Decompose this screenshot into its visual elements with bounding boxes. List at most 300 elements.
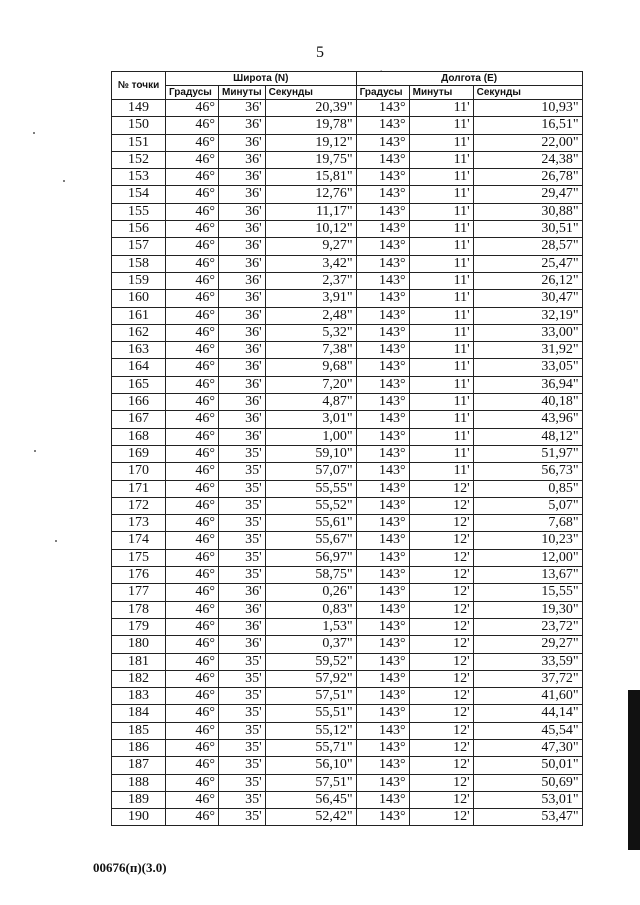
lon-degrees-cell: 143° xyxy=(356,255,409,272)
point-number-cell: 168 xyxy=(112,428,166,445)
lon-minutes-cell: 11' xyxy=(409,255,473,272)
table-body xyxy=(112,100,583,826)
lat-minutes-cell: 36' xyxy=(219,601,266,618)
lon-minutes-cell: 12' xyxy=(409,739,473,756)
lat-seconds-cell: 2,48" xyxy=(265,307,356,324)
point-number-cell: 166 xyxy=(112,394,166,411)
table-row xyxy=(112,463,583,480)
lat-degrees-cell: 46° xyxy=(166,238,219,255)
table-row xyxy=(112,359,583,376)
lat-degrees-cell: 46° xyxy=(166,688,219,705)
table-row xyxy=(112,653,583,670)
lat-seconds-cell: 55,12" xyxy=(265,722,356,739)
table-row xyxy=(112,515,583,532)
lat-minutes-cell: 36' xyxy=(219,186,266,203)
lat-seconds-cell: 55,61" xyxy=(265,515,356,532)
lon-seconds-cell: 26,12" xyxy=(473,272,582,289)
lon-seconds-cell: 29,27" xyxy=(473,636,582,653)
header-lon-seconds: Секунды xyxy=(473,86,582,100)
lat-seconds-cell: 3,42" xyxy=(265,255,356,272)
point-number-cell: 150 xyxy=(112,117,166,134)
lat-minutes-cell: 35' xyxy=(219,515,266,532)
lon-minutes-cell: 11' xyxy=(409,376,473,393)
lon-seconds-cell: 48,12" xyxy=(473,428,582,445)
lat-minutes-cell: 36' xyxy=(219,134,266,151)
table-row xyxy=(112,203,583,220)
lon-minutes-cell: 11' xyxy=(409,411,473,428)
lat-seconds-cell: 4,87" xyxy=(265,394,356,411)
header-lon-minutes: Минуты xyxy=(409,86,473,100)
lon-seconds-cell: 28,57" xyxy=(473,238,582,255)
point-number-cell: 186 xyxy=(112,739,166,756)
lat-minutes-cell: 35' xyxy=(219,757,266,774)
lon-degrees-cell: 143° xyxy=(356,497,409,514)
lat-minutes-cell: 35' xyxy=(219,809,266,826)
header-latitude: Широта (N) xyxy=(166,72,357,86)
lat-minutes-cell: 36' xyxy=(219,290,266,307)
table-row xyxy=(112,290,583,307)
lat-minutes-cell: 35' xyxy=(219,463,266,480)
table-row xyxy=(112,601,583,618)
table-row xyxy=(112,705,583,722)
lat-degrees-cell: 46° xyxy=(166,618,219,635)
lon-seconds-cell: 23,72" xyxy=(473,618,582,635)
lat-degrees-cell: 46° xyxy=(166,480,219,497)
lon-degrees-cell: 143° xyxy=(356,480,409,497)
table-row xyxy=(112,411,583,428)
lon-minutes-cell: 11' xyxy=(409,445,473,462)
lon-degrees-cell: 143° xyxy=(356,428,409,445)
scan-speck xyxy=(55,540,57,542)
lat-minutes-cell: 35' xyxy=(219,549,266,566)
point-number-cell: 176 xyxy=(112,567,166,584)
coordinates-table xyxy=(111,71,583,826)
lat-degrees-cell: 46° xyxy=(166,359,219,376)
lat-minutes-cell: 36' xyxy=(219,411,266,428)
point-number-cell: 189 xyxy=(112,791,166,808)
lat-degrees-cell: 46° xyxy=(166,169,219,186)
lat-degrees-cell: 46° xyxy=(166,532,219,549)
lat-seconds-cell: 11,17" xyxy=(265,203,356,220)
lon-degrees-cell: 143° xyxy=(356,670,409,687)
table-row xyxy=(112,670,583,687)
table-row xyxy=(112,549,583,566)
lat-seconds-cell: 3,91" xyxy=(265,290,356,307)
lat-seconds-cell: 55,52" xyxy=(265,497,356,514)
point-number-cell: 181 xyxy=(112,653,166,670)
lon-minutes-cell: 12' xyxy=(409,601,473,618)
lat-seconds-cell: 55,71" xyxy=(265,739,356,756)
lon-seconds-cell: 53,47" xyxy=(473,809,582,826)
lat-seconds-cell: 10,12" xyxy=(265,221,356,238)
lon-minutes-cell: 12' xyxy=(409,515,473,532)
point-number-cell: 149 xyxy=(112,100,166,117)
lat-seconds-cell: 20,39" xyxy=(265,100,356,117)
lat-minutes-cell: 36' xyxy=(219,342,266,359)
point-number-cell: 179 xyxy=(112,618,166,635)
table-row xyxy=(112,791,583,808)
lon-seconds-cell: 30,47" xyxy=(473,290,582,307)
lon-degrees-cell: 143° xyxy=(356,705,409,722)
lon-degrees-cell: 143° xyxy=(356,636,409,653)
document-code: 00676(п)(3.0) xyxy=(93,860,167,875)
lon-seconds-cell: 33,05" xyxy=(473,359,582,376)
lat-degrees-cell: 46° xyxy=(166,653,219,670)
lat-degrees-cell: 46° xyxy=(166,670,219,687)
lon-degrees-cell: 143° xyxy=(356,100,409,117)
table-row xyxy=(112,428,583,445)
lon-seconds-cell: 40,18" xyxy=(473,394,582,411)
lat-seconds-cell: 1,53" xyxy=(265,618,356,635)
table-row xyxy=(112,497,583,514)
point-number-cell: 160 xyxy=(112,290,166,307)
lat-seconds-cell: 57,51" xyxy=(265,774,356,791)
lon-minutes-cell: 12' xyxy=(409,688,473,705)
table-row xyxy=(112,567,583,584)
lon-seconds-cell: 32,19" xyxy=(473,307,582,324)
point-number-cell: 183 xyxy=(112,688,166,705)
lat-seconds-cell: 59,52" xyxy=(265,653,356,670)
lon-minutes-cell: 12' xyxy=(409,584,473,601)
point-number-cell: 155 xyxy=(112,203,166,220)
lon-degrees-cell: 143° xyxy=(356,324,409,341)
lon-degrees-cell: 143° xyxy=(356,376,409,393)
lat-minutes-cell: 35' xyxy=(219,532,266,549)
lon-seconds-cell: 26,78" xyxy=(473,169,582,186)
table-row xyxy=(112,376,583,393)
lon-seconds-cell: 22,00" xyxy=(473,134,582,151)
point-number-cell: 172 xyxy=(112,497,166,514)
lat-degrees-cell: 46° xyxy=(166,134,219,151)
lat-seconds-cell: 0,83" xyxy=(265,601,356,618)
lon-seconds-cell: 25,47" xyxy=(473,255,582,272)
lat-seconds-cell: 57,92" xyxy=(265,670,356,687)
lat-seconds-cell: 3,01" xyxy=(265,411,356,428)
lon-minutes-cell: 12' xyxy=(409,791,473,808)
lat-seconds-cell: 0,37" xyxy=(265,636,356,653)
lat-minutes-cell: 36' xyxy=(219,636,266,653)
lon-degrees-cell: 143° xyxy=(356,394,409,411)
lat-degrees-cell: 46° xyxy=(166,376,219,393)
header-point-number: № точки xyxy=(112,72,166,100)
lat-minutes-cell: 36' xyxy=(219,584,266,601)
lon-seconds-cell: 29,47" xyxy=(473,186,582,203)
lat-degrees-cell: 46° xyxy=(166,584,219,601)
page-number: 5 xyxy=(316,44,324,61)
lat-minutes-cell: 36' xyxy=(219,359,266,376)
table-row xyxy=(112,134,583,151)
lat-degrees-cell: 46° xyxy=(166,809,219,826)
lon-degrees-cell: 143° xyxy=(356,601,409,618)
lon-degrees-cell: 143° xyxy=(356,722,409,739)
lat-degrees-cell: 46° xyxy=(166,255,219,272)
lat-minutes-cell: 36' xyxy=(219,428,266,445)
point-number-cell: 173 xyxy=(112,515,166,532)
table-row xyxy=(112,809,583,826)
point-number-cell: 178 xyxy=(112,601,166,618)
scan-speck xyxy=(33,132,35,134)
lat-minutes-cell: 36' xyxy=(219,100,266,117)
lon-degrees-cell: 143° xyxy=(356,203,409,220)
lat-degrees-cell: 46° xyxy=(166,186,219,203)
lat-degrees-cell: 46° xyxy=(166,463,219,480)
lon-seconds-cell: 10,93" xyxy=(473,100,582,117)
point-number-cell: 184 xyxy=(112,705,166,722)
lat-minutes-cell: 36' xyxy=(219,324,266,341)
lat-degrees-cell: 46° xyxy=(166,567,219,584)
lat-seconds-cell: 2,37" xyxy=(265,272,356,289)
lat-minutes-cell: 35' xyxy=(219,739,266,756)
point-number-cell: 185 xyxy=(112,722,166,739)
lon-seconds-cell: 0,85" xyxy=(473,480,582,497)
lat-minutes-cell: 36' xyxy=(219,169,266,186)
lon-degrees-cell: 143° xyxy=(356,739,409,756)
lat-minutes-cell: 36' xyxy=(219,272,266,289)
point-number-cell: 174 xyxy=(112,532,166,549)
lon-seconds-cell: 37,72" xyxy=(473,670,582,687)
lat-minutes-cell: 35' xyxy=(219,445,266,462)
point-number-cell: 164 xyxy=(112,359,166,376)
lat-seconds-cell: 58,75" xyxy=(265,567,356,584)
lon-degrees-cell: 143° xyxy=(356,532,409,549)
lat-minutes-cell: 35' xyxy=(219,791,266,808)
point-number-cell: 165 xyxy=(112,376,166,393)
lon-seconds-cell: 7,68" xyxy=(473,515,582,532)
lon-seconds-cell: 44,14" xyxy=(473,705,582,722)
lat-degrees-cell: 46° xyxy=(166,324,219,341)
lat-minutes-cell: 35' xyxy=(219,688,266,705)
point-number-cell: 152 xyxy=(112,151,166,168)
header-lat-seconds: Секунды xyxy=(265,86,356,100)
scan-edge-bar xyxy=(628,690,640,850)
lat-seconds-cell: 59,10" xyxy=(265,445,356,462)
lon-minutes-cell: 11' xyxy=(409,186,473,203)
lat-seconds-cell: 9,27" xyxy=(265,238,356,255)
lat-minutes-cell: 36' xyxy=(219,221,266,238)
lon-seconds-cell: 47,30" xyxy=(473,739,582,756)
lon-minutes-cell: 11' xyxy=(409,324,473,341)
lat-degrees-cell: 46° xyxy=(166,739,219,756)
table-row xyxy=(112,394,583,411)
lon-minutes-cell: 12' xyxy=(409,722,473,739)
lat-degrees-cell: 46° xyxy=(166,221,219,238)
lon-seconds-cell: 24,38" xyxy=(473,151,582,168)
lat-degrees-cell: 46° xyxy=(166,497,219,514)
lon-seconds-cell: 53,01" xyxy=(473,791,582,808)
lat-minutes-cell: 35' xyxy=(219,567,266,584)
table-row xyxy=(112,584,583,601)
lon-minutes-cell: 11' xyxy=(409,307,473,324)
lon-degrees-cell: 143° xyxy=(356,809,409,826)
lon-seconds-cell: 10,23" xyxy=(473,532,582,549)
point-number-cell: 159 xyxy=(112,272,166,289)
lon-degrees-cell: 143° xyxy=(356,774,409,791)
point-number-cell: 175 xyxy=(112,549,166,566)
point-number-cell: 154 xyxy=(112,186,166,203)
point-number-cell: 151 xyxy=(112,134,166,151)
scan-artifact: ` xyxy=(380,69,383,79)
lon-degrees-cell: 143° xyxy=(356,757,409,774)
lat-degrees-cell: 46° xyxy=(166,636,219,653)
lon-degrees-cell: 143° xyxy=(356,688,409,705)
lon-degrees-cell: 143° xyxy=(356,791,409,808)
scan-speck xyxy=(34,450,36,452)
lat-minutes-cell: 36' xyxy=(219,394,266,411)
lat-degrees-cell: 46° xyxy=(166,774,219,791)
point-number-cell: 158 xyxy=(112,255,166,272)
table-row xyxy=(112,636,583,653)
lat-degrees-cell: 46° xyxy=(166,117,219,134)
lon-degrees-cell: 143° xyxy=(356,272,409,289)
lat-degrees-cell: 46° xyxy=(166,515,219,532)
lon-minutes-cell: 12' xyxy=(409,480,473,497)
lon-seconds-cell: 50,01" xyxy=(473,757,582,774)
lon-seconds-cell: 30,88" xyxy=(473,203,582,220)
point-number-cell: 156 xyxy=(112,221,166,238)
lat-degrees-cell: 46° xyxy=(166,722,219,739)
header-lat-degrees: Градусы xyxy=(166,86,219,100)
lat-minutes-cell: 35' xyxy=(219,722,266,739)
lat-degrees-cell: 46° xyxy=(166,791,219,808)
point-number-cell: 153 xyxy=(112,169,166,186)
point-number-cell: 171 xyxy=(112,480,166,497)
point-number-cell: 182 xyxy=(112,670,166,687)
lon-minutes-cell: 11' xyxy=(409,394,473,411)
table-row xyxy=(112,221,583,238)
lon-degrees-cell: 143° xyxy=(356,515,409,532)
lon-minutes-cell: 11' xyxy=(409,428,473,445)
lon-degrees-cell: 143° xyxy=(356,584,409,601)
lon-degrees-cell: 143° xyxy=(356,342,409,359)
lat-degrees-cell: 46° xyxy=(166,394,219,411)
lon-minutes-cell: 11' xyxy=(409,134,473,151)
header-lon-degrees: Градусы xyxy=(356,86,409,100)
lat-seconds-cell: 15,81" xyxy=(265,169,356,186)
lon-seconds-cell: 33,00" xyxy=(473,324,582,341)
table-row xyxy=(112,324,583,341)
lon-seconds-cell: 36,94" xyxy=(473,376,582,393)
table-row xyxy=(112,774,583,791)
lon-degrees-cell: 143° xyxy=(356,618,409,635)
lon-seconds-cell: 12,00" xyxy=(473,549,582,566)
lon-seconds-cell: 16,51" xyxy=(473,117,582,134)
lon-minutes-cell: 11' xyxy=(409,151,473,168)
lon-minutes-cell: 11' xyxy=(409,100,473,117)
lon-degrees-cell: 143° xyxy=(356,567,409,584)
lat-seconds-cell: 19,78" xyxy=(265,117,356,134)
lat-degrees-cell: 46° xyxy=(166,203,219,220)
table-row xyxy=(112,618,583,635)
lat-minutes-cell: 35' xyxy=(219,653,266,670)
lat-minutes-cell: 36' xyxy=(219,376,266,393)
lon-degrees-cell: 143° xyxy=(356,290,409,307)
table-row xyxy=(112,117,583,134)
lat-seconds-cell: 5,32" xyxy=(265,324,356,341)
lat-seconds-cell: 57,07" xyxy=(265,463,356,480)
lat-degrees-cell: 46° xyxy=(166,307,219,324)
lon-seconds-cell: 15,55" xyxy=(473,584,582,601)
lat-seconds-cell: 55,55" xyxy=(265,480,356,497)
lat-minutes-cell: 36' xyxy=(219,307,266,324)
lon-degrees-cell: 143° xyxy=(356,307,409,324)
lon-minutes-cell: 11' xyxy=(409,169,473,186)
lat-degrees-cell: 46° xyxy=(166,290,219,307)
table-row xyxy=(112,151,583,168)
lon-seconds-cell: 13,67" xyxy=(473,567,582,584)
lat-minutes-cell: 35' xyxy=(219,480,266,497)
point-number-cell: 163 xyxy=(112,342,166,359)
lon-seconds-cell: 56,73" xyxy=(473,463,582,480)
lat-seconds-cell: 52,42" xyxy=(265,809,356,826)
table-row xyxy=(112,100,583,117)
lon-seconds-cell: 43,96" xyxy=(473,411,582,428)
lon-minutes-cell: 12' xyxy=(409,532,473,549)
lon-seconds-cell: 50,69" xyxy=(473,774,582,791)
lon-degrees-cell: 143° xyxy=(356,186,409,203)
lon-degrees-cell: 143° xyxy=(356,151,409,168)
lon-seconds-cell: 5,07" xyxy=(473,497,582,514)
lat-minutes-cell: 36' xyxy=(219,255,266,272)
lat-seconds-cell: 19,75" xyxy=(265,151,356,168)
lat-degrees-cell: 46° xyxy=(166,100,219,117)
lat-seconds-cell: 56,45" xyxy=(265,791,356,808)
lon-degrees-cell: 143° xyxy=(356,463,409,480)
lat-minutes-cell: 36' xyxy=(219,618,266,635)
lat-seconds-cell: 7,20" xyxy=(265,376,356,393)
table-row xyxy=(112,307,583,324)
lon-seconds-cell: 30,51" xyxy=(473,221,582,238)
point-number-cell: 162 xyxy=(112,324,166,341)
header-lat-minutes: Минуты xyxy=(219,86,266,100)
point-number-cell: 177 xyxy=(112,584,166,601)
lat-degrees-cell: 46° xyxy=(166,428,219,445)
table-row xyxy=(112,342,583,359)
lon-seconds-cell: 31,92" xyxy=(473,342,582,359)
lat-minutes-cell: 35' xyxy=(219,497,266,514)
lon-degrees-cell: 143° xyxy=(356,117,409,134)
lat-seconds-cell: 57,51" xyxy=(265,688,356,705)
lon-minutes-cell: 11' xyxy=(409,203,473,220)
lat-degrees-cell: 46° xyxy=(166,445,219,462)
lat-seconds-cell: 7,38" xyxy=(265,342,356,359)
header-row-groups xyxy=(112,72,583,86)
table-row xyxy=(112,255,583,272)
lon-minutes-cell: 11' xyxy=(409,272,473,289)
lat-degrees-cell: 46° xyxy=(166,601,219,618)
point-number-cell: 170 xyxy=(112,463,166,480)
lat-minutes-cell: 36' xyxy=(219,238,266,255)
lon-minutes-cell: 12' xyxy=(409,549,473,566)
lat-minutes-cell: 35' xyxy=(219,705,266,722)
lat-seconds-cell: 12,76" xyxy=(265,186,356,203)
table-row xyxy=(112,480,583,497)
lat-degrees-cell: 46° xyxy=(166,705,219,722)
lon-minutes-cell: 11' xyxy=(409,290,473,307)
lat-seconds-cell: 1,00" xyxy=(265,428,356,445)
lon-degrees-cell: 143° xyxy=(356,134,409,151)
lat-minutes-cell: 35' xyxy=(219,774,266,791)
lon-minutes-cell: 11' xyxy=(409,463,473,480)
lon-degrees-cell: 143° xyxy=(356,445,409,462)
lon-seconds-cell: 45,54" xyxy=(473,722,582,739)
lon-minutes-cell: 12' xyxy=(409,567,473,584)
table-row xyxy=(112,186,583,203)
lon-minutes-cell: 11' xyxy=(409,221,473,238)
lon-minutes-cell: 11' xyxy=(409,117,473,134)
table-row xyxy=(112,169,583,186)
point-number-cell: 161 xyxy=(112,307,166,324)
lat-degrees-cell: 46° xyxy=(166,549,219,566)
